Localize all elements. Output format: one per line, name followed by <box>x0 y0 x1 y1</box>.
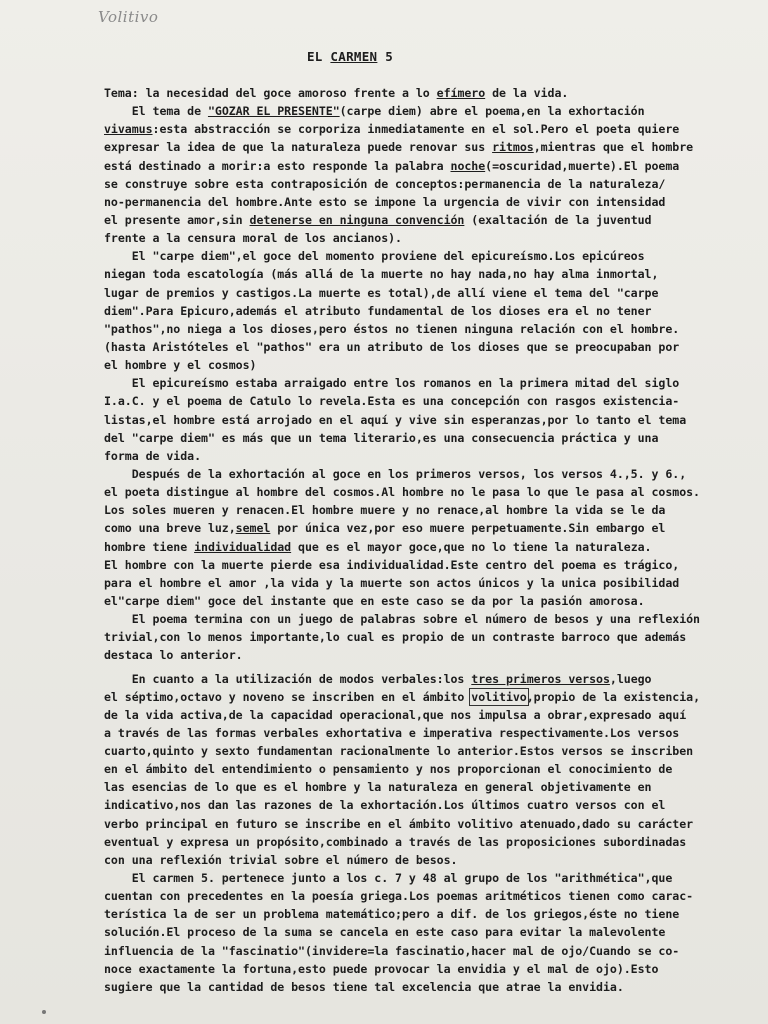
text-line: Después de la exhortación al goce en los primeros versos, los versos 4.,5. y 6., <box>104 466 687 481</box>
text-line: indicativo,nos dan las razones de la exhortación.Los últimos cuatro versos con el <box>104 798 666 813</box>
title-underlined: CARMEN <box>330 49 378 64</box>
text-line: El "carpe diem",el goce del momento proviene del epicureísmo.Los epicúreos <box>104 249 645 264</box>
text-line: el"carpe diem" goce del instante que en este caso se da por la pasión amorosa. <box>104 593 645 608</box>
text-line: frente a la censura moral de los ancianos). <box>104 231 402 246</box>
text-line: verbo principal en futuro se inscribe en el ámbito volitivo atenuado,dado su carácter <box>104 816 694 831</box>
text-line: hombre tiene individualidad que es el mayor goce,que no lo tiene la naturaleza. <box>104 539 652 554</box>
text-line: en el ámbito del entendimiento o pensamiento y nos proporcionan el conocimiento de <box>104 762 673 777</box>
text-line: trivial,con lo menos importante,lo cual es propio de un contraste barroco que además <box>104 630 687 645</box>
text-line: de la vida activa,de la capacidad operacional,que nos impulsa a obrar,expresado aquí <box>104 707 687 722</box>
text-line: listas,el hombre está arrojado en el aquí y vive sin esperanzas,por lo tanto el tema <box>104 412 687 427</box>
text-line: destaca lo anterior. <box>104 648 243 663</box>
text-line: I.a.C. y el poema de Catulo lo revela.Esta es una concepción con rasgos existencia- <box>104 394 680 409</box>
text-line: eventual y expresa un propósito,combinado a través de las proposiciones subordinadas <box>104 834 687 849</box>
text-line: sugiere que la cantidad de besos tiene tal excelencia que atrae la envidia. <box>104 979 624 994</box>
underlined-word: ritmos <box>492 140 534 155</box>
underlined-word: vivamus <box>104 122 153 137</box>
underlined-word: individualidad <box>194 539 292 554</box>
underlined-word: noche <box>450 158 486 173</box>
text-line: Los soles mueren y renacen.El hombre muere y no renace,al hombre la vida se le da <box>104 503 666 518</box>
text-line: "pathos",no niega a los dioses,pero éstos no tienen ninguna relación con el hombre. <box>104 321 680 336</box>
text-line: cuarto,quinto y sexto fundamentan racionalmente lo anterior.Estos versos se inscriben <box>104 744 694 759</box>
text-line: el presente amor,sin detenerse en ninguna convención (exaltación de la juventud <box>104 212 652 227</box>
title-prefix: EL <box>306 49 331 64</box>
text-line: se construye sobre esta contraposición de conceptos:permanencia de la naturaleza/ <box>104 176 666 191</box>
underlined-word: detenerse en ninguna convención <box>249 212 465 227</box>
underlined-word: "GOZAR EL PRESENTE" <box>207 104 340 119</box>
text-line: El tema de "GOZAR EL PRESENTE"(carpe diem) abre el poema,en la exhortación <box>104 104 645 119</box>
text-line: noce exactamente la fortuna,esto puede provocar la envidia y el mal de ojo).Esto <box>104 961 659 976</box>
text-line: está destinado a morir:a esto responde la palabra noche(=oscuridad,muerte).El poema <box>104 158 680 173</box>
text-line: como una breve luz,semel por única vez,por eso muere perpetuamente.Sin embargo el <box>104 521 666 536</box>
text-line: no-permanencia del hombre.Ante esto se impone la urgencia de vivir con intensidad <box>104 194 666 209</box>
text-line: el hombre y el cosmos) <box>104 358 257 373</box>
text-line: El poema termina con un juego de palabras sobre el número de besos y una reflexión <box>104 612 700 627</box>
document-body <box>104 84 744 996</box>
text-line: el poeta distingue al hombre del cosmos.Al hombre no le pasa lo que le pasa al cosmos. <box>104 485 700 500</box>
title-suffix: 5 <box>377 49 394 64</box>
text-line: niegan toda escatología (más allá de la muerte no hay nada,no hay alma inmortal, <box>104 267 659 282</box>
text-line: a través de las formas verbales exhortativa e imperativa respectivamente.Los versos <box>104 725 680 740</box>
underlined-word: tres primeros versos <box>471 671 610 686</box>
document-title <box>0 49 700 64</box>
text-line: (hasta Aristóteles el "pathos" era un atributo de los dioses que se preocupaban por <box>104 339 680 354</box>
text-line: para el hombre el amor ,la vida y la muerte son actos únicos y la unica posibilidad <box>104 575 680 590</box>
text-line: El hombre con la muerte pierde esa individualidad.Este centro del poema es trágico, <box>104 557 680 572</box>
text-line: expresar la idea de que la naturaleza puede renovar sus ritmos,mientras que el hombre <box>104 140 694 155</box>
text-line: influencia de la "fascinatio"(invidere=la fascinatio,hacer mal de ojo/Cuando se co- <box>104 943 680 958</box>
text-line: el séptimo,octavo y noveno se inscriben en el ámbito volitivo,propio de la existencia, <box>104 689 701 704</box>
boxed-word: volitivo <box>471 689 527 704</box>
text-line: las esencias de lo que es el hombre y la naturaleza en general objetivamente en <box>104 780 652 795</box>
text-line: diem".Para Epicuro,además el atributo fundamental de los dioses era el no tener <box>104 303 652 318</box>
text-line: forma de vida. <box>104 448 202 463</box>
text-line: cuentan con precedentes en la poesía griega.Los poemas aritméticos tienen como carac- <box>104 889 694 904</box>
margin-dot <box>42 1010 46 1014</box>
text-line: vivamus:esta abstracción se corporiza inmediatamente en el sol.Pero el poeta quiere <box>104 122 680 137</box>
text-line: lugar de premios y castigos.La muerte es total),de allí viene el tema del "carpe <box>104 285 659 300</box>
text-line: con una reflexión trivial sobre el número de besos. <box>104 852 458 867</box>
underlined-word: efímero <box>436 86 486 100</box>
text-line: El carmen 5. pertenece junto a los c. 7 y 48 al grupo de los "arithmética",que <box>104 871 673 886</box>
text-line: del "carpe diem" es más que un tema literario,es una consecuencia práctica y una <box>104 430 659 445</box>
handwritten-note: Volitivo <box>98 8 159 26</box>
text-line: El epicureísmo estaba arraigado entre los romanos en la primera mitad del siglo <box>104 376 680 391</box>
text-line: solución.El proceso de la suma se cancela en este caso para evitar la malevolente <box>104 925 666 940</box>
text-line: Tema: la necesidad del goce amoroso frente a lo efímero de la vida. <box>104 86 569 100</box>
text-line: terística la de ser un problema matemático;pero a dif. de los griegos,éste no tiene <box>104 907 680 922</box>
underlined-word: semel <box>235 521 271 536</box>
text-line: En cuanto a la utilización de modos verbales:los tres primeros versos,luego <box>104 671 652 686</box>
